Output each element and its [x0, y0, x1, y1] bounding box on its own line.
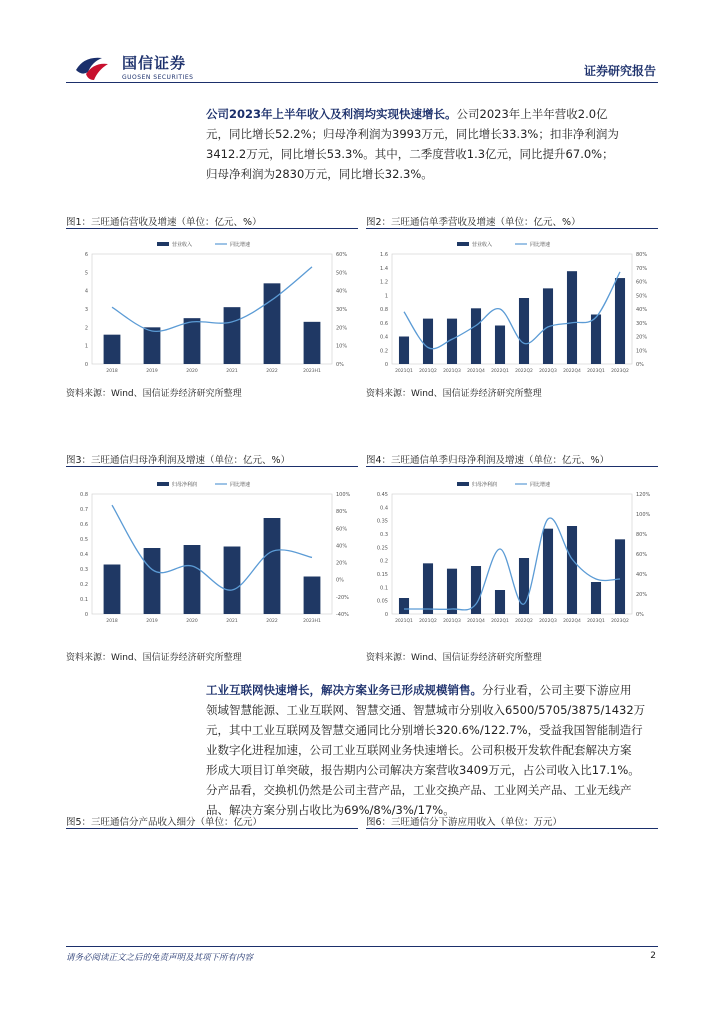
logo-mark-icon [72, 52, 112, 82]
x-tick-label: 2018 [106, 369, 118, 374]
bar [447, 569, 457, 614]
paragraph-industrial-internet [206, 680, 658, 820]
fig1-top-rule [66, 228, 358, 229]
legend-swatch-bar [157, 242, 169, 246]
y2-tick-label: 40% [336, 543, 348, 550]
x-tick-label: 2021Q4 [467, 619, 485, 624]
y2-tick-label: 30% [336, 307, 348, 313]
x-tick-label: 2021Q2 [419, 369, 437, 374]
y-tick-label: 0.7 [80, 507, 88, 513]
y-tick-label: 0 [384, 612, 388, 618]
y2-tick-label: 100% [636, 512, 651, 518]
y2-tick-label: 0% [636, 362, 644, 368]
y2-tick-label: 20% [636, 334, 648, 341]
fig4-top-rule [366, 466, 658, 467]
bar [184, 318, 201, 364]
fig6-top-rule [366, 828, 658, 829]
y2-tick-label: 10% [336, 343, 348, 350]
logo-en-text: GUOSEN SECURITIES [122, 74, 194, 81]
fig5-top-rule [66, 828, 358, 829]
bar [304, 322, 321, 364]
logo [72, 50, 202, 84]
logo-cn-text: 国信证券 [122, 54, 187, 72]
bar [399, 337, 409, 365]
x-tick-label: 2021 [226, 619, 238, 624]
legend-label-line: 同比增速 [530, 242, 551, 248]
y-tick-label: 0.1 [380, 585, 388, 592]
x-tick-label: 2021Q3 [443, 619, 461, 624]
bar [471, 308, 481, 364]
para2-line2: 领域智慧能源、工业互联网、智慧交通、智慧城市分别收入6500/5705/3875/1432万 [206, 703, 646, 717]
chart3 [66, 472, 358, 632]
x-tick-label: 2022 [266, 369, 278, 374]
para2-line7: 品、解决方案分别占收比为69%/8%/3%/17%。 [206, 803, 455, 817]
bar [224, 547, 241, 615]
footer-rule [66, 946, 658, 947]
y2-tick-label: 60% [636, 552, 648, 558]
y2-tick-label: 10% [636, 348, 648, 355]
bar [423, 563, 433, 614]
fig1-caption: 图1：三旺通信营收及增速（单位：亿元、%） [66, 217, 262, 228]
bar [591, 582, 601, 614]
chart-legend [457, 241, 550, 248]
y-tick-label: 0.6 [380, 320, 388, 327]
fig2-source: 资料来源：Wind、国信证券经济研究所整理 [366, 389, 542, 399]
bar [144, 548, 161, 614]
y-tick-label: 1.2 [380, 279, 388, 286]
para1-line1 [206, 104, 658, 124]
x-tick-label: 2022Q2 [515, 369, 533, 374]
paragraph-revenue-growth [206, 104, 658, 184]
bar [567, 271, 577, 364]
x-tick-label: 2021Q1 [395, 369, 413, 374]
bar [495, 590, 505, 614]
y-tick-label: 0.4 [380, 505, 388, 512]
y2-tick-label: 0% [636, 612, 644, 618]
bar [519, 558, 529, 614]
para2-line1-rest: 分行业看，公司主要下游应用 [482, 683, 632, 697]
x-tick-label: 2021Q2 [419, 619, 437, 624]
x-tick-label: 2023Q1 [587, 369, 605, 374]
x-tick-label: 2021Q1 [395, 619, 413, 624]
y2-tick-label: 80% [636, 532, 648, 538]
y2-tick-label: 30% [636, 320, 648, 327]
y-tick-label: 0.05 [376, 598, 388, 605]
y2-tick-label: 40% [636, 307, 648, 313]
footer-disclaimer: 请务必阅读正文之后的免责声明及其项下所有内容 [66, 953, 254, 963]
y2-tick-label: 20% [336, 325, 348, 332]
x-tick-label: 2022Q4 [563, 619, 581, 624]
y-tick-label: 0.3 [380, 532, 388, 538]
x-tick-label: 2022Q1 [491, 369, 509, 374]
para2-line3: 元，其中工业互联网及智慧交通同比分别增长320.6%/122.7%，受益我国智能制造行 [206, 723, 643, 737]
y2-tick-label: 20% [636, 592, 648, 598]
para1-line4: 归母净利润为2830万元，同比增长32.3%。 [206, 167, 433, 181]
y-tick-label: 0.2 [80, 582, 88, 588]
bar [495, 326, 505, 365]
x-tick-label: 2021Q3 [443, 369, 461, 374]
chart1 [66, 232, 358, 382]
x-tick-label: 2021Q4 [467, 369, 485, 374]
growth-line [404, 272, 620, 349]
y-tick-label: 0.15 [376, 572, 388, 578]
para1-line1-rest: 公司2023年上半年营收2.0亿 [456, 107, 608, 121]
x-tick-label: 2023H1 [303, 619, 321, 624]
report-type: 证券研究报告 [583, 64, 656, 78]
x-tick-label: 2023Q2 [611, 619, 629, 624]
para1-line2: 元，同比增长52.2%；归母净利润为3993万元，同比增长33.3%；扣非净利润为 [206, 127, 619, 141]
y2-tick-label: -40% [336, 612, 349, 618]
chart-legend [157, 481, 250, 488]
chart-legend [457, 481, 550, 488]
bar [399, 598, 409, 614]
y2-tick-label: 80% [636, 252, 648, 258]
x-tick-label: 2023Q1 [587, 619, 605, 624]
y2-tick-label: 50% [636, 293, 648, 300]
y2-tick-label: 80% [336, 509, 348, 516]
bar [104, 335, 121, 364]
y-tick-label: 0.4 [380, 334, 388, 341]
bar [591, 315, 601, 365]
y-tick-label: 0.8 [80, 492, 88, 498]
legend-label-bar: 营业收入 [172, 242, 193, 248]
fig2-caption: 图2：三旺通信单季营收及增速（单位：亿元、%） [366, 217, 581, 228]
bar [264, 518, 281, 614]
y-tick-label: 0.1 [80, 597, 88, 603]
plot-frame [92, 254, 332, 364]
para1-line3: 3412.2万元，同比增长53.3%。其中，二季度营收1.3亿元，同比提升67.0%； [206, 147, 614, 161]
y-tick-label: 0.8 [380, 307, 388, 313]
y-tick-label: 3 [84, 307, 88, 313]
x-tick-label: 2023Q2 [611, 369, 629, 374]
x-tick-label: 2020 [186, 619, 198, 624]
chart-legend [157, 241, 250, 248]
y-tick-label: 0.4 [80, 552, 88, 558]
page-number: 2 [650, 951, 656, 961]
legend-swatch-bar [157, 482, 169, 486]
y2-tick-label: 70% [636, 265, 648, 272]
x-tick-label: 2022 [266, 619, 278, 624]
legend-label-line: 同比增速 [230, 242, 251, 248]
legend-label-bar: 归母净利润 [172, 482, 198, 488]
legend-label-bar: 归母净利润 [472, 482, 498, 488]
y2-tick-label: 0% [336, 362, 344, 368]
bar [615, 278, 625, 364]
chart4 [366, 472, 658, 632]
y-tick-label: 6 [84, 252, 88, 258]
y-tick-label: 0.25 [376, 545, 388, 552]
x-tick-label: 2018 [106, 619, 118, 624]
y2-tick-label: 0% [336, 577, 344, 584]
x-tick-label: 2022Q4 [563, 369, 581, 374]
growth-line [112, 267, 312, 332]
header-rule [66, 82, 658, 83]
fig6-caption: 图6：三旺通信分下游应用收入（单位：万元） [366, 817, 563, 828]
fig2-top-rule [366, 228, 658, 229]
y-tick-label: 0.35 [376, 518, 388, 525]
y-tick-label: 1.4 [380, 265, 388, 272]
y-tick-label: 0.5 [80, 537, 88, 543]
fig5-caption: 图5：三旺通信分产品收入细分（单位：亿元） [66, 817, 263, 828]
x-tick-label: 2022Q3 [539, 619, 557, 624]
bar [615, 539, 625, 614]
para2-line5: 形成大项目订单突破，报告期内公司解决方案营收3409万元，占公司收入比17.1%。 [206, 763, 640, 777]
fig4-caption: 图4：三旺通信单季归母净利润及增速（单位：亿元、%） [366, 455, 610, 466]
y-tick-label: 1 [84, 343, 88, 350]
x-tick-label: 2021 [226, 369, 238, 374]
bar [304, 577, 321, 615]
bar [184, 545, 201, 614]
y2-tick-label: 60% [336, 252, 348, 258]
y2-tick-label: 100% [336, 492, 351, 498]
growth-line [404, 518, 620, 610]
y-tick-label: 2 [84, 325, 88, 332]
bar [567, 526, 577, 614]
y2-tick-label: 60% [336, 526, 348, 533]
plot-frame [92, 494, 332, 614]
para2-line1 [206, 680, 658, 700]
x-tick-label: 2022Q2 [515, 619, 533, 624]
y-tick-label: 0 [384, 362, 388, 368]
bar [104, 565, 121, 615]
x-tick-label: 2023H1 [303, 369, 321, 374]
para2-line6: 分产品看，交换机仍然是公司主营产品，工业交换产品、工业网关产品、工业无线产 [206, 783, 632, 797]
y2-tick-label: 50% [336, 270, 348, 277]
y2-tick-label: 40% [636, 572, 648, 578]
y-tick-label: 0.45 [376, 492, 388, 498]
fig4-source: 资料来源：Wind、国信证券经济研究所整理 [366, 653, 542, 663]
para2-heading: 工业互联网快速增长，解决方案业务已形成规模销售。 [206, 683, 482, 697]
y2-tick-label: -20% [336, 594, 349, 601]
bar [224, 307, 241, 364]
x-tick-label: 2019 [146, 369, 158, 374]
para1-heading: 公司2023年上半年收入及利润均实现快速增长。 [206, 107, 457, 121]
para2-line4: 业数字化进程加速，公司工业互联网业务快速增长。公司积极开发软件配套解决方案 [206, 743, 632, 757]
y-tick-label: 0.3 [80, 567, 88, 573]
growth-line [112, 505, 312, 590]
bar [543, 529, 553, 614]
y-tick-label: 4 [84, 288, 88, 295]
x-tick-label: 2019 [146, 619, 158, 624]
y-tick-label: 0.2 [380, 558, 388, 565]
y2-tick-label: 20% [336, 560, 348, 567]
y-tick-label: 5 [84, 270, 88, 277]
y-tick-label: 1 [384, 293, 388, 300]
y-tick-label: 0 [84, 362, 88, 368]
fig1-source: 资料来源：Wind、国信证券经济研究所整理 [66, 389, 242, 399]
y2-tick-label: 60% [636, 279, 648, 286]
x-tick-label: 2022Q1 [491, 619, 509, 624]
fig3-top-rule [66, 466, 358, 467]
y-tick-label: 0 [84, 612, 88, 618]
y2-tick-label: 40% [336, 288, 348, 295]
legend-label-line: 同比增速 [530, 482, 551, 488]
fig3-source: 资料来源：Wind、国信证券经济研究所整理 [66, 653, 242, 663]
legend-label-bar: 营业收入 [472, 242, 493, 248]
legend-swatch-bar [457, 482, 469, 486]
legend-swatch-bar [457, 242, 469, 246]
y-tick-label: 1.6 [380, 252, 388, 258]
bar [423, 319, 433, 364]
bar [519, 298, 529, 364]
legend-label-line: 同比增速 [230, 482, 251, 488]
y-tick-label: 0.2 [380, 348, 388, 355]
bar [144, 327, 161, 364]
chart2 [366, 232, 658, 382]
x-tick-label: 2020 [186, 369, 198, 374]
x-tick-label: 2022Q3 [539, 369, 557, 374]
fig3-caption: 图3：三旺通信归母净利润及增速（单位：亿元、%） [66, 455, 291, 466]
y2-tick-label: 120% [636, 492, 651, 498]
y-tick-label: 0.6 [80, 522, 88, 528]
